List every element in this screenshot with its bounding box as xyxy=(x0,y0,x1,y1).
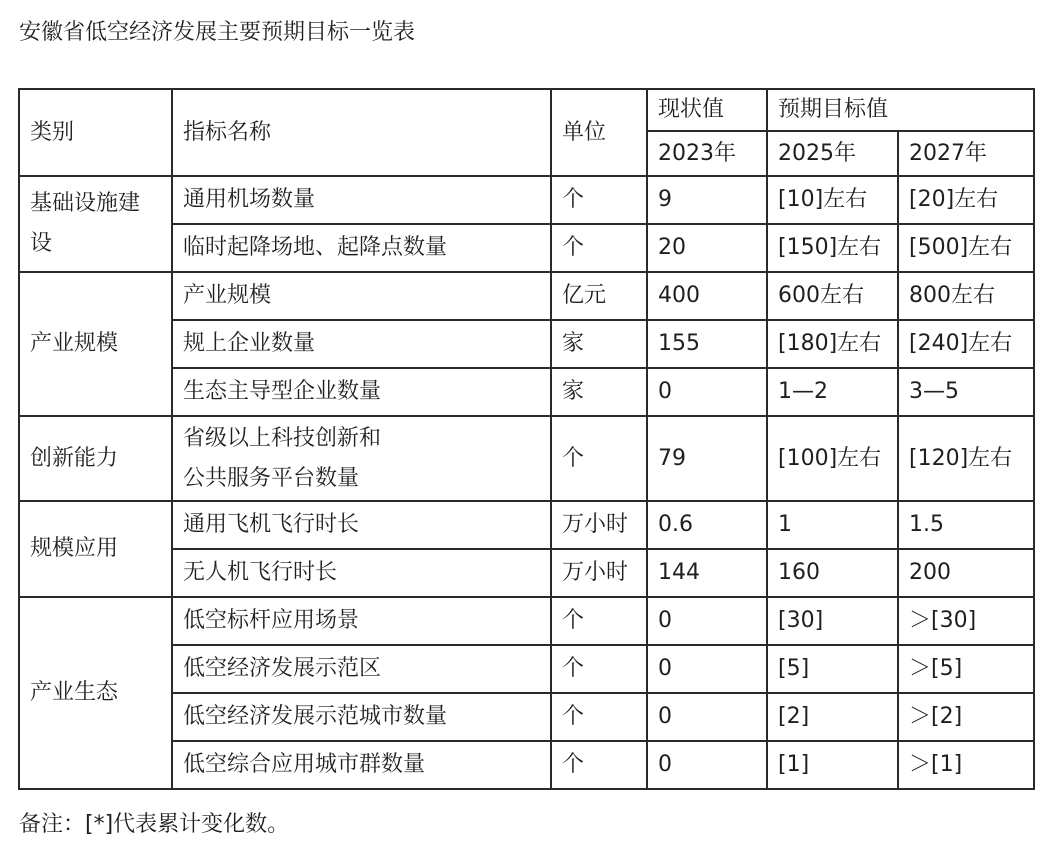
table-row xyxy=(19,645,1034,693)
target-2027-cell: 1.5 xyxy=(898,501,1034,549)
indicator-cell: 低空经济发展示范城市数量 xyxy=(172,693,551,741)
unit-cell: 个 xyxy=(551,645,647,693)
current-cell: 155 xyxy=(647,320,767,368)
target-2027-cell: 200 xyxy=(898,549,1034,597)
indicator-cell: 生态主导型企业数量 xyxy=(172,368,551,416)
current-cell: 144 xyxy=(647,549,767,597)
current-cell: 79 xyxy=(647,416,767,501)
unit-cell: 万小时 xyxy=(551,549,647,597)
category-cell: 产业规模 xyxy=(19,272,172,416)
target-2025-cell: 1—2 xyxy=(767,368,898,416)
target-2025-cell: [2] xyxy=(767,693,898,741)
current-cell: 0 xyxy=(647,368,767,416)
table-title: 安徽省低空经济发展主要预期目标一览表 xyxy=(19,20,416,45)
target-2027-cell: [500]左右 xyxy=(898,224,1034,272)
indicator-cell: 临时起降场地、起降点数量 xyxy=(172,224,551,272)
unit-cell: 个 xyxy=(551,597,647,645)
table-row xyxy=(19,416,1034,501)
category-cell: 产业生态 xyxy=(19,597,172,789)
indicator-cell: 低空综合应用城市群数量 xyxy=(172,741,551,789)
target-2025-cell: [1] xyxy=(767,741,898,789)
target-2027-cell: ＞[30] xyxy=(898,597,1034,645)
unit-cell: 家 xyxy=(551,368,647,416)
current-cell: 0 xyxy=(647,645,767,693)
target-2027-cell: [20]左右 xyxy=(898,176,1034,224)
target-2025-cell: [5] xyxy=(767,645,898,693)
indicator-cell xyxy=(172,416,551,501)
target-2027-cell: ＞[5] xyxy=(898,645,1034,693)
table-row xyxy=(19,368,1034,416)
header-indicator: 指标名称 xyxy=(172,89,551,176)
unit-cell: 个 xyxy=(551,741,647,789)
current-cell: 20 xyxy=(647,224,767,272)
indicator-cell: 通用飞机飞行时长 xyxy=(172,501,551,549)
target-2027-cell: [240]左右 xyxy=(898,320,1034,368)
current-cell: 0 xyxy=(647,693,767,741)
table-row xyxy=(19,597,1034,645)
header-row xyxy=(19,89,1034,131)
target-2025-cell: 160 xyxy=(767,549,898,597)
unit-cell: 个 xyxy=(551,224,647,272)
table-footnote: 备注：[*]代表累计变化数。 xyxy=(19,812,290,837)
target-2027-cell: 800左右 xyxy=(898,272,1034,320)
indicator-cell: 低空经济发展示范区 xyxy=(172,645,551,693)
target-2027-cell: ＞[2] xyxy=(898,693,1034,741)
indicator-cell: 规上企业数量 xyxy=(172,320,551,368)
table-row xyxy=(19,176,1034,224)
indicator-line-2: 公共服务平台数量 xyxy=(183,465,360,491)
table-row xyxy=(19,224,1034,272)
category-cell: 创新能力 xyxy=(19,416,172,501)
header-target: 预期目标值 xyxy=(767,89,1034,131)
table-row xyxy=(19,272,1034,320)
current-cell: 0 xyxy=(647,741,767,789)
unit-cell: 个 xyxy=(551,176,647,224)
unit-cell: 万小时 xyxy=(551,501,647,549)
header-year-2027: 2027年 xyxy=(898,131,1034,176)
category-cell: 规模应用 xyxy=(19,501,172,597)
indicator-cell: 无人机飞行时长 xyxy=(172,549,551,597)
targets-table xyxy=(18,88,1035,790)
target-2027-cell: [120]左右 xyxy=(898,416,1034,501)
target-2025-cell: [10]左右 xyxy=(767,176,898,224)
target-2025-cell: [180]左右 xyxy=(767,320,898,368)
target-2025-cell: [100]左右 xyxy=(767,416,898,501)
header-current: 现状值 xyxy=(647,89,767,131)
current-cell: 400 xyxy=(647,272,767,320)
table-row xyxy=(19,741,1034,789)
target-2025-cell: [150]左右 xyxy=(767,224,898,272)
unit-cell: 亿元 xyxy=(551,272,647,320)
indicator-cell: 产业规模 xyxy=(172,272,551,320)
unit-cell: 家 xyxy=(551,320,647,368)
target-2025-cell: 600左右 xyxy=(767,272,898,320)
unit-cell: 个 xyxy=(551,416,647,501)
table-row xyxy=(19,320,1034,368)
table-row xyxy=(19,693,1034,741)
indicator-cell: 通用机场数量 xyxy=(172,176,551,224)
header-year-current: 2023年 xyxy=(647,131,767,176)
table-row xyxy=(19,501,1034,549)
table-row xyxy=(19,549,1034,597)
indicator-line-1: 省级以上科技创新和 xyxy=(183,425,382,451)
target-2025-cell: 1 xyxy=(767,501,898,549)
target-2025-cell: [30] xyxy=(767,597,898,645)
header-unit: 单位 xyxy=(551,89,647,176)
indicator-cell: 低空标杆应用场景 xyxy=(172,597,551,645)
header-year-2025: 2025年 xyxy=(767,131,898,176)
unit-cell: 个 xyxy=(551,693,647,741)
current-cell: 0 xyxy=(647,597,767,645)
header-category: 类别 xyxy=(19,89,172,176)
current-cell: 0.6 xyxy=(647,501,767,549)
category-cell: 基础设施建设 xyxy=(19,176,172,272)
target-2027-cell: ＞[1] xyxy=(898,741,1034,789)
target-2027-cell: 3—5 xyxy=(898,368,1034,416)
current-cell: 9 xyxy=(647,176,767,224)
